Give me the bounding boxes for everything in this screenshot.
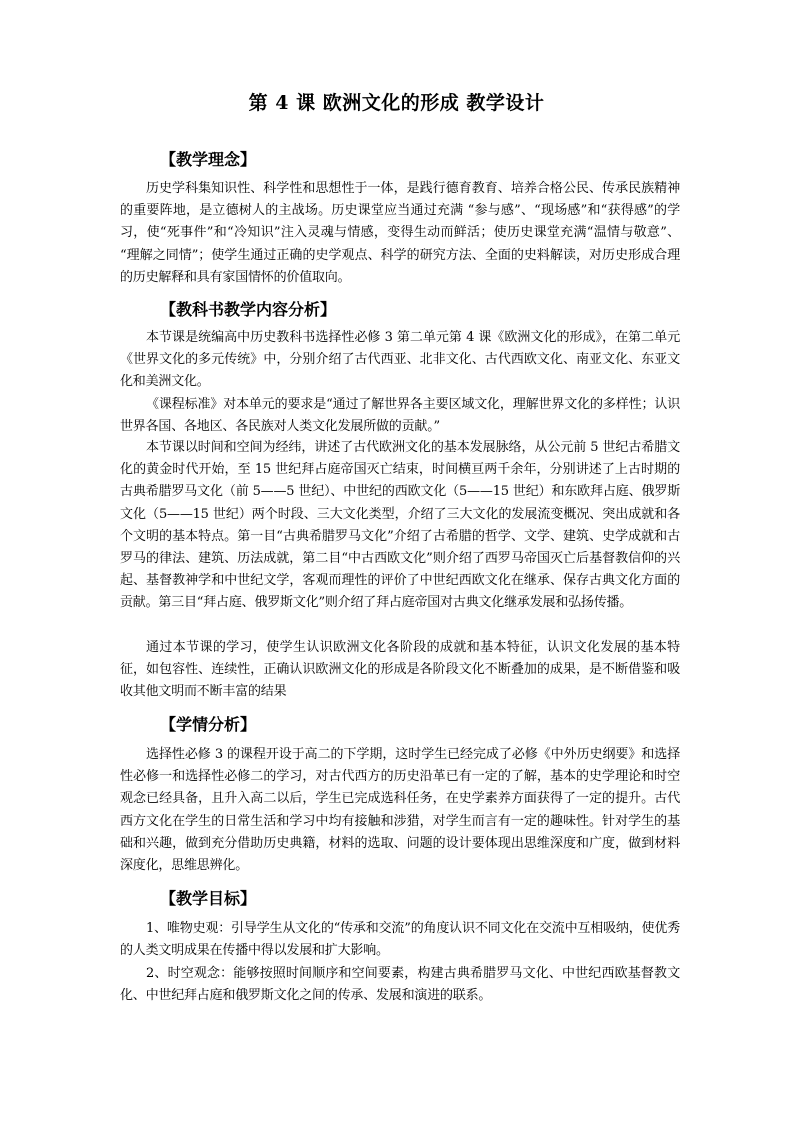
page-title: 第 4 课 欧洲文化的形成 教学设计 <box>248 92 545 114</box>
section-heading-textbook-analysis: 【教科书教学内容分析】 <box>160 300 337 319</box>
paragraph: 本节课以时间和空间为经纬，讲述了古代欧洲文化的基本发展脉络，从公元前 5 世纪古希腊文化的黄金时代开始，至 15 世纪拜占庭帝国灭亡结束，时间横亘两千余年，分别讲述了上古时期的古典希腊罗马文化（前 5——5 世纪）、中世纪的西欧文化（5——15 世纪）和东欧拜占庭、俄罗斯文化（5——15 世纪）两个时段、三大文化类型，介绍了三大文化的发展流变概况、突出成就和各个文明的基本特点。第一目“古典希腊罗马文化”介绍了古希腊的哲学、文学、建筑、史学成就和古罗马的律法、建筑、历法成就，第二目“中古西欧文化”则介绍了西罗马帝国灭亡后基督教信仰的兴起、基督教神学和中世纪文学，客观而理性的评价了中世纪西欧文化在继承、保存古典文化方面的贡献。第三目“拜占庭、俄罗斯文化”则介绍了拜占庭帝国对古典文化继承发展和弘扬传播。 <box>120 440 680 611</box>
paragraph: 选择性必修 3 的课程开设于高二的下学期，这时学生已经完成了必修《中外历史纲要》和选择性必修一和选择性必修二的学习，对古代西方的历史沿革已有一定的了解，基本的史学理论和时空观念已经具备，且升入高二以后，学生已完成选科任务，在史学素养方面获得了一定的提升。古代西方文化在学生的日常生活和学习中均有接触和涉猎，对学生而言有一定的趣味性。针对学生的基础和兴趣，做到充分借助历史典籍，材料的选取、问题的设计要体现出思维深度和广度，做到材料深度化，思维思辨化。 <box>120 747 680 874</box>
paragraph: 1、唯物史观：引导学生从文化的“传承和交流”的角度认识不同文化在交流中互相吸纳，使优秀的人类文明成果在传播中得以发展和扩大影响。 <box>120 921 680 959</box>
paragraph: 2、时空观念：能够按照时间顺序和空间要素，构建古典希腊罗马文化、中世纪西欧基督教文化、中世纪拜占庭和俄罗斯文化之间的传承、发展和演进的联系。 <box>120 966 680 1004</box>
paragraph: 历史学科集知识性、科学性和思想性于一体，是践行德育教育、培养合格公民、传承民族精神的重要阵地，是立德树人的主战场。历史课堂应当通过充满 “参与感”、“现场感”和“获得感”的学习，使“死事件”和“冷知识”注入灵魂与情感，变得生动而鲜活；使历史课堂充满“温情与敬意”、 “理解之同情”；使学生通过正确的史学观点、科学的研究方法、全面的史料解读，对历史形成合理的历史解释和具有家国情怀的价值取向。 <box>120 181 680 285</box>
paragraph: 《课程标准》对本单元的要求是“通过了解世界各主要区域文化，理解世界文化的多样性；认识世界各国、各地区、各民族对人类文化发展所做的贡献。” <box>120 397 680 435</box>
section-heading-teaching-objectives: 【教学目标】 <box>160 889 257 908</box>
section-heading-student-analysis: 【学情分析】 <box>160 715 257 734</box>
paragraph: 通过本节课的学习，使学生认识欧洲文化各阶段的成就和基本特征，认识文化发展的基本特征，如包容性、连续性，正确认识欧洲文化的形成是各阶段文化不断叠加的成果，是不断借鉴和吸收其他文明而不断丰富的结果 <box>120 640 680 700</box>
section-heading-teaching-philosophy: 【教学理念】 <box>160 150 257 169</box>
paragraph: 本节课是统编高中历史教科书选择性必修 3 第二单元第 4 课《欧洲文化的形成》，在第二单元《世界文化的多元传统》中，分别介绍了古代西亚、北非文化、古代西欧文化、南亚文化、东亚文化和美洲文化。 <box>120 330 680 390</box>
